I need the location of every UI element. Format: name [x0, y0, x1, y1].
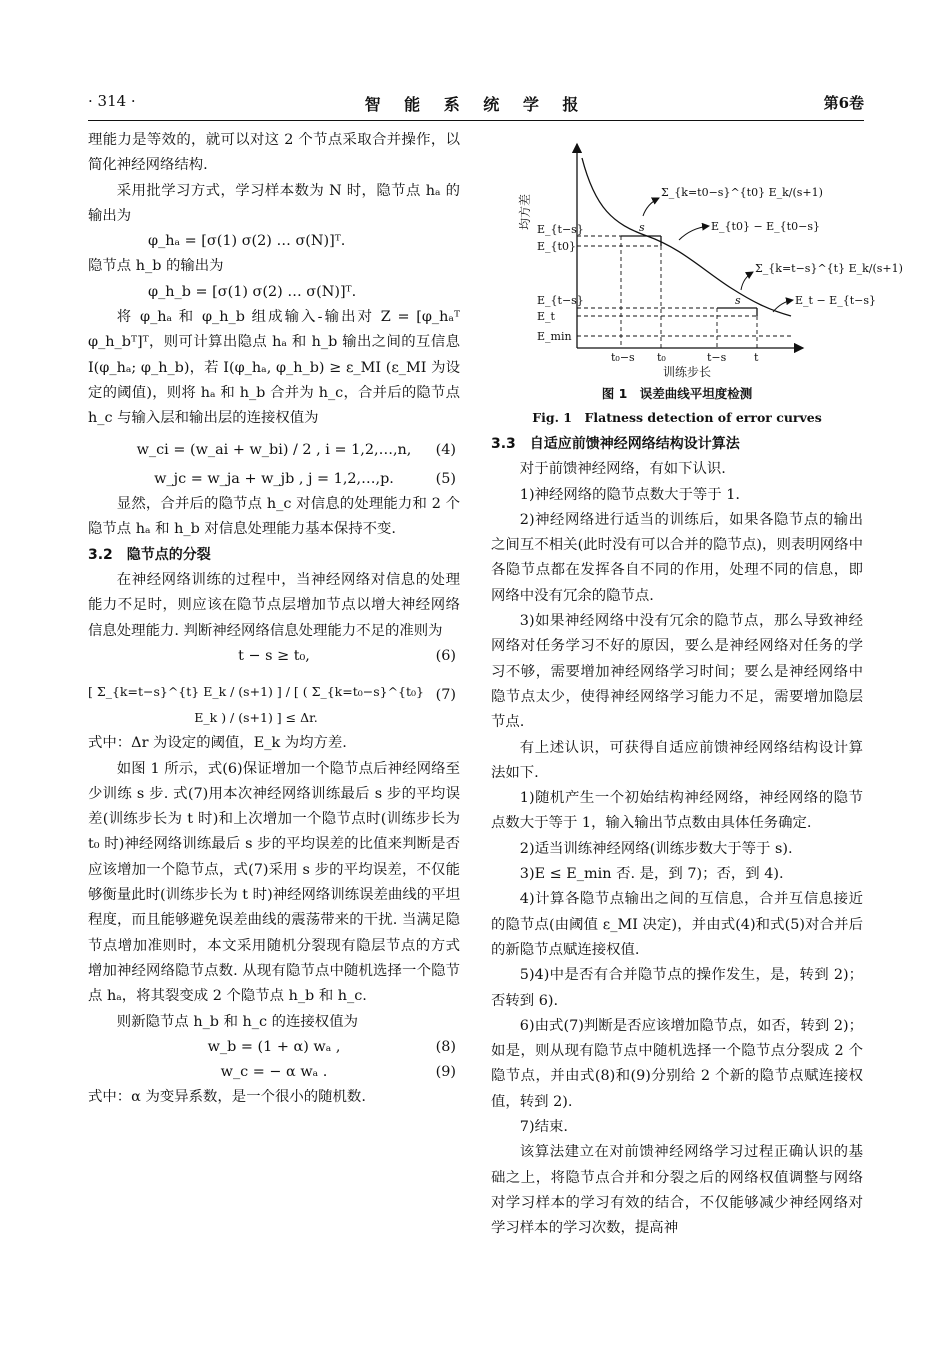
- left-column: [88, 128, 460, 1111]
- paragraph: 有上述认识，可获得自适应前馈神经网络结构设计算法如下.: [491, 739, 863, 781]
- equation-6: [88, 644, 460, 669]
- equation-number: (9): [435, 1064, 456, 1081]
- equation-4: [88, 438, 460, 463]
- section-heading: 3.3 自适应前馈神经网络结构设计算法: [491, 436, 740, 452]
- page-number: · 314 ·: [88, 92, 136, 110]
- equation-phi-hb: φ_h_b = [σ(1) σ(2) … σ(N)]ᵀ.: [148, 283, 357, 300]
- paragraph: 将 φ_hₐ 和 φ_h_b 组成输入-输出对 Z = [φ_hₐᵀ φ_h_bᵀ]ᵀ，则可计算出隐点 hₐ 和 h_b 输出之间的互信息 I(φ_hₐ; φ_h_b)，若 I(φ_hₐ, φ_h_b) ≥ ε_MI (ε_MI 为设定的阈值)，则将 hₐ 和 h_b 合并为 h_c，合并后的隐节点 h_c 与输入层和输出层的连接权值为: [88, 309, 460, 427]
- equation-9: [88, 1060, 460, 1085]
- paragraph: 在神经网络训练的过程中，当神经网络对信息的处理能力不足时，则应该在隐节点层增加节点以增大神经网络信息处理能力. 判断神经网络信息处理能力不足的准则为: [88, 572, 460, 639]
- equation-body: w_jc = w_ja + w_jb , j = 1,2,…,p.: [154, 470, 394, 487]
- x-tick-label: t₀: [657, 351, 666, 364]
- list-item: 3)如果神经网络中没有冗余的隐节点，那么导致神经网络对任务学习不好的原因，要么是神经网络对任务的学习不够，需要增加神经网络学习时间；要么是神经网络中隐节点太少，使得神经网络学习能力不足，需要增加隐层节点.: [491, 613, 863, 731]
- journal-title: 智 能 系 统 学 报: [364, 95, 588, 114]
- right-column: [491, 432, 863, 1242]
- equation-8: [88, 1035, 460, 1060]
- x-tick-label: t: [754, 351, 759, 364]
- y-tick-label: E_{t0}: [537, 240, 576, 253]
- paragraph: 对于前馈神经网络，有如下认识.: [519, 461, 726, 478]
- annotation-sum-1: Σ_{k=t0−s}^{t0} E_k/(s+1): [661, 186, 823, 199]
- equation-phi-ha: φ_hₐ = [σ(1) σ(2) … σ(N)]ᵀ.: [148, 233, 346, 250]
- figure-1: [491, 130, 903, 428]
- paragraph: 如图 1 所示，式(6)保证增加一个隐节点后神经网络至少训练 s 步. 式(7)用本次神经网络训练最后 s 步的平均误差(训练步长为 t 时)和上次增加一个隐节点时(训练步长为 t₀ 时)神经网络训练最后 s 步的平均误差的比值来判断是否应该增加一个隐节点，式(7)采用 s 步的平均误差，不仅能够衡量此时(训练步长为 t 时)神经网络训练误差曲线的平坦程度，而且能够避免误差曲线的震荡带来的干扰. 当满足隐节点增加准则时，本文采用随机分裂现有隐层节点的方式增加神经网络隐节点数. 从现有隐节点中随机选择一个隐节点 hₐ，将其裂变成 2 个隐节点 h_b 和 h_c.: [88, 760, 460, 1005]
- list-item: 7)结束.: [519, 1119, 568, 1136]
- s-label: s: [639, 221, 645, 234]
- list-item: 1)神经网络的隐节点数大于等于 1.: [519, 486, 740, 503]
- equation-body: w_ci = (w_ai + w_bi) / 2 , i = 1,2,…,n,: [136, 441, 412, 458]
- list-item: 4)计算各隐节点输出之间的互信息，合并互信息接近的隐节点(由阈值 ε_MI 决定)，并由式(4)和式(5)对合并后的新隐节点赋连接权值.: [491, 891, 863, 958]
- paragraph: 则新隐节点 h_b 和 h_c 的连接权值为: [116, 1013, 358, 1030]
- paragraph: 隐节点 h_b 的输出为: [88, 258, 224, 275]
- x-tick-label: t₀−s: [611, 351, 635, 364]
- y-tick-label: E_t: [537, 310, 555, 323]
- error-curve-diagram: [491, 130, 903, 380]
- equation-body: w_b = (1 + α) wₐ ,: [207, 1038, 341, 1055]
- equation-number: (6): [435, 647, 456, 664]
- equation-body: [ Σ_{k=t−s}^{t} E_k / (s+1) ] / [ ( Σ_{k=t₀−s}^{t₀} E_k ) / (s+1) ] ≤ Δr.: [88, 684, 424, 725]
- equation-number: (4): [435, 441, 456, 458]
- paragraph: 式中：α 为变异系数，是一个很小的随机数.: [88, 1089, 366, 1106]
- paragraph: 采用批学习方式，学习样本数为 N 时，隐节点 hₐ 的输出为: [88, 182, 460, 224]
- figure-caption-en: Fig. 1 Flatness detection of error curves: [532, 410, 822, 425]
- paragraph: 该算法建立在对前馈神经网络学习过程正确认识的基础之上，将隐节点合并和分裂之后的网络权值调整与网络对学习样本的学习有效的结合，不仅能够减少神经网络对学习样本的学习次数，提高神: [491, 1144, 863, 1237]
- y-tick-label: E_{t−s}: [537, 223, 584, 236]
- list-item: 1)随机产生一个初始结构神经网络，神经网络的隐节点数大于等于 1，输入输出节点数由具体任务确定.: [491, 790, 863, 832]
- annotation-diff-2: E_t − E_{t−s}: [795, 294, 876, 307]
- section-heading: 3.2 隐节点的分裂: [88, 546, 211, 563]
- list-item: 3)E ≤ E_min 否. 是，到 7)；否，到 4).: [519, 866, 784, 883]
- page-header: [88, 92, 864, 121]
- list-item: 5)4)中是否有合并隐节点的操作发生，是，转到 2)；否转到 6).: [491, 967, 863, 1009]
- list-item: 6)由式(7)判断是否应该增加隐节点，如否，转到 2)；如是，则从现有隐节点中随机选择一个隐节点分裂成 2 个隐节点，并由式(8)和(9)分别给 2 个新的隐节点赋连接权值，转到 2).: [491, 1017, 863, 1110]
- x-axis-label: 训练步长: [662, 365, 712, 379]
- equation-body: w_c = − α wₐ .: [220, 1064, 328, 1081]
- equation-number: (8): [435, 1038, 456, 1055]
- equation-body: t − s ≥ t₀,: [238, 647, 310, 664]
- list-item: 2)神经网络进行适当的训练后，如果各隐节点的输出之间互不相关(此时没有可以合并的隐节点)，则表明网络中各隐节点都在发挥各自不同的作用，处理不同的信息，即网络中没有冗余的隐节点.: [491, 511, 863, 604]
- equation-number: (7): [435, 687, 456, 704]
- x-tick-label: t−s: [707, 351, 727, 364]
- figure-caption-cn: 图 1 误差曲线平坦度检测: [601, 386, 753, 401]
- equation-7: [88, 669, 460, 731]
- s-label: s: [735, 294, 741, 307]
- paragraph: 理能力是等效的，就可以对这 2 个节点采取合并操作，以简化神经网络结构.: [88, 132, 460, 174]
- equation-5: [88, 467, 460, 492]
- volume-label: 第6卷: [823, 94, 864, 112]
- list-item: 2)适当训练神经网络(训练步数大于等于 s).: [519, 840, 793, 857]
- error-curve: [582, 158, 791, 316]
- paragraph: 式中：Δr 为设定的阈值，E_k 为均方差.: [88, 735, 347, 752]
- annotation-sum-2: Σ_{k=t−s}^{t} E_k/(s+1): [755, 262, 903, 275]
- y-tick-label: E_min: [537, 330, 572, 343]
- equation-number: (5): [435, 470, 456, 487]
- y-axis-label: 均方差: [518, 193, 532, 231]
- y-tick-label: E_{t−s}: [537, 294, 584, 307]
- annotation-diff-1: E_{t0} − E_{t0−s}: [711, 220, 820, 233]
- paragraph: 显然，合并后的隐节点 h_c 对信息的处理能力和 2 个隐节点 hₐ 和 h_b 对信息处理能力基本保持不变.: [88, 496, 460, 538]
